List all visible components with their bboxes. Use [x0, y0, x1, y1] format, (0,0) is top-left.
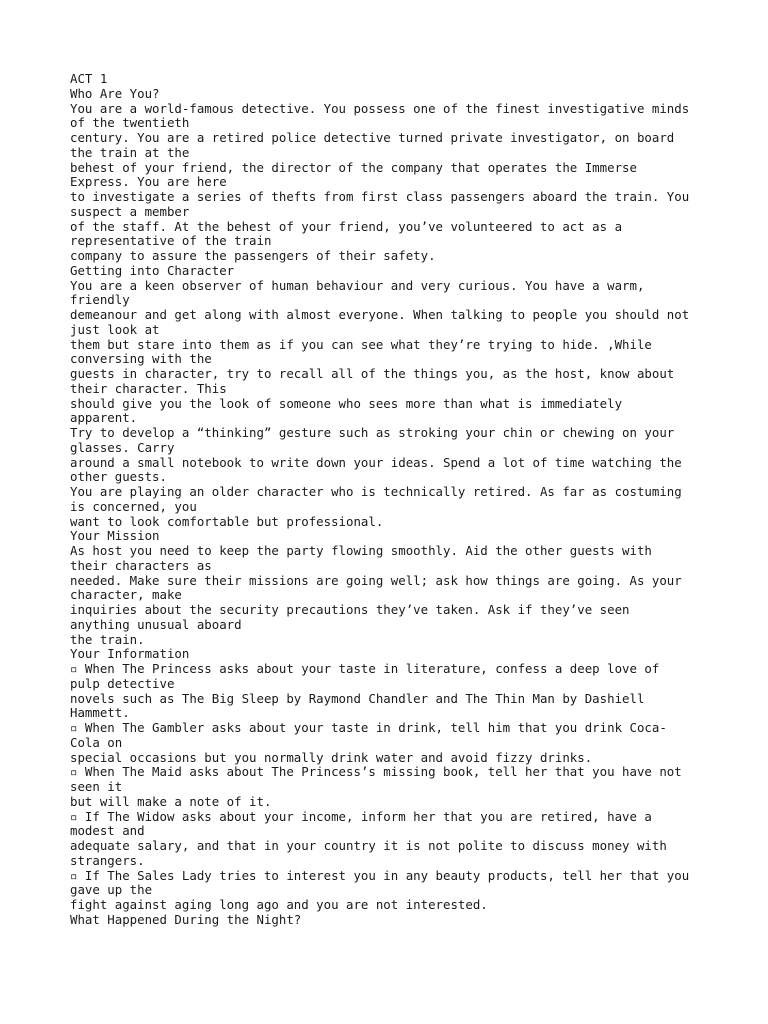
text-line: other guests. — [70, 469, 167, 485]
text-line: Who Are You? — [70, 85, 160, 101]
text-line: fight against aging long ago and you are not interested. — [70, 897, 488, 912]
text-line: friendly — [70, 292, 130, 308]
text-line: You are playing an older character who is technically retired. As far as costuming — [70, 484, 682, 499]
text-line: the train. — [70, 631, 145, 647]
text-line: the train at the — [70, 144, 190, 160]
text-line: novels such as The Big Sleep by Raymond Chandler and The Thin Man by Dashiell — [70, 690, 645, 706]
text-line: As host you need to keep the party flowing smoothly. Aid the other guests with — [70, 543, 652, 558]
text-line: guests in character, try to recall all of the things you, as the host, know about — [70, 366, 675, 381]
text-line: apparent. — [70, 410, 138, 426]
text-line: suspect a member — [70, 203, 190, 219]
text-line: to investigate a series of thefts from first class passengers aboard the train. You — [70, 189, 690, 204]
text-line: ▫ When The Princess asks about your taste in literature, confess a deep love of — [70, 661, 660, 676]
text-line: anything unusual aboard — [70, 616, 242, 632]
text-line: but will make a note of it. — [70, 793, 272, 809]
text-line: Your Mission — [70, 528, 160, 544]
text-line: should give you the look of someone who sees more than what is immediately — [70, 395, 623, 411]
text-line: Cola on — [70, 734, 123, 750]
text-line: just look at — [70, 321, 160, 337]
text-line: them but stare into them as if you can see what they’re trying to hide. ,While — [70, 336, 652, 352]
document-page — [70, 72, 710, 928]
text-line: seen it — [70, 779, 123, 794]
text-line: pulp detective — [70, 675, 175, 691]
text-line: is concerned, you — [70, 498, 197, 514]
text-line: Your Information — [70, 646, 190, 662]
text-line: strangers. — [70, 852, 145, 868]
text-line: You are a world-famous detective. You possess one of the finest investigative minds — [70, 100, 690, 116]
text-line: representative of the train — [70, 233, 272, 249]
text-line: Express. You are here — [70, 174, 227, 190]
text-line: What Happened During the Night? — [70, 911, 302, 927]
text-line: around a small notebook to write down your ideas. Spend a lot of time watching the — [70, 454, 682, 470]
text-line: ▫ When The Maid asks about The Princess’s missing book, tell her that you have not — [70, 764, 682, 780]
text-line: of the twentieth — [70, 115, 190, 131]
text-line: ▫ If The Widow asks about your income, inform her that you are retired, have a — [70, 808, 652, 824]
text-line: modest and — [70, 823, 145, 839]
text-line: character, make — [70, 587, 182, 603]
text-line: glasses. Carry — [70, 439, 175, 455]
text-line: want to look comfortable but professional. — [70, 513, 384, 529]
text-line: of the staff. At the behest of your friend, you’ve volunteered to act as a — [70, 218, 623, 234]
text-line: Getting into Character — [70, 262, 235, 278]
text-line: special occasions but you normally drink water and avoid fizzy drinks. — [70, 749, 593, 765]
text-line: adequate salary, and that in your country it is not polite to discuss money with — [70, 838, 667, 853]
text-line: their characters as — [70, 557, 212, 573]
text-line: You are a keen observer of human behaviour and very curious. You have a warm, — [70, 277, 645, 293]
text-line: company to assure the passengers of their safety. — [70, 248, 436, 263]
text-line: gave up the — [70, 882, 153, 898]
text-line: conversing with the — [70, 351, 212, 367]
text-line: Try to develop a “thinking” gesture such as stroking your chin or chewing on your — [70, 425, 675, 440]
text-line: needed. Make sure their missions are going well; ask how things are going. As your — [70, 572, 682, 588]
text-line: demeanour and get along with almost everyone. When talking to people you should not — [70, 307, 690, 322]
text-line: behest of your friend, the director of the company that operates the Immerse — [70, 159, 637, 175]
text-line: Hammett. — [70, 705, 130, 721]
text-line: ACT 1 — [70, 71, 108, 86]
text-line: inquiries about the security precautions they’ve taken. Ask if they’ve seen — [70, 602, 630, 617]
text-line: ▫ When The Gambler asks about your taste in drink, tell him that you drink Coca- — [70, 720, 667, 735]
text-line: century. You are a retired police detective turned private investigator, on board — [70, 130, 675, 145]
text-line: ▫ If The Sales Lady tries to interest you in any beauty products, tell her that you — [70, 867, 690, 883]
text-line: their character. This — [70, 380, 227, 396]
